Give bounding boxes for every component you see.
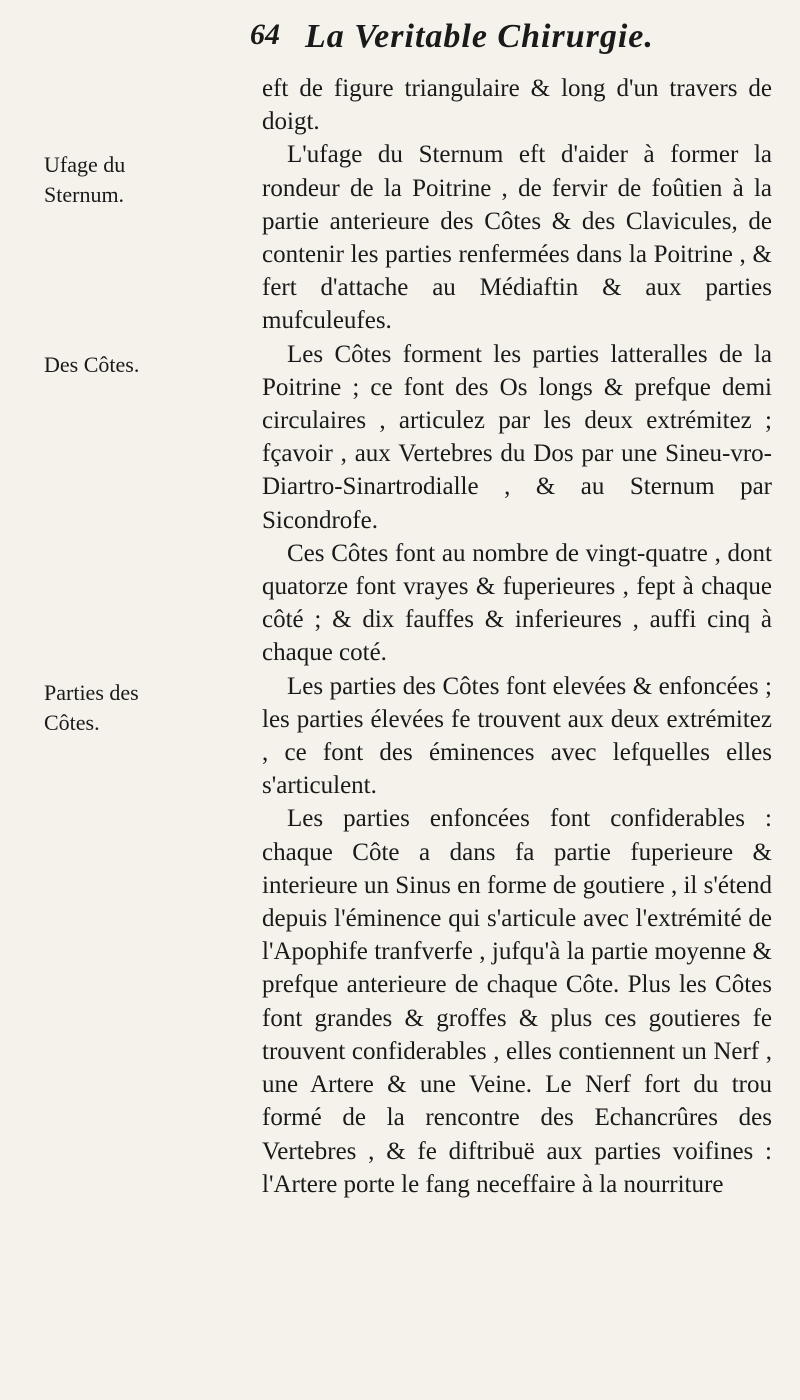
margin-note-line: Des Côtes. — [44, 352, 140, 377]
running-title: La Veritable Chirurgie. — [305, 18, 654, 55]
margin-note-line: Ufage du — [44, 152, 126, 177]
page-number: 64 — [250, 18, 280, 51]
paragraph: Les parties enfoncées font confiderables : chaque Côte a dans fa partie fuperieure & interieure un Sinus en forme de goutiere , il s'étend depuis l'éminence qui s'articule avec l'extrémité de l'Apophife tranfverfe , jufqu'à la partie moyenne & prefque anterieure de chaque Côte. Plus les Côtes font grandes & groffes & plus ces goutieres fe trouvent confiderables , elles contiennent un Nerf , une Artere & une Veine. Le Nerf fort du trou formé de la rencontre des Echancrûres des Vertebres , & fe diftribuë aux parties voifines : l'Artere porte le fang neceffaire à la nourriture — [262, 805, 772, 1198]
paragraph: L'ufage du Sternum eft d'aider à former la rondeur de la Poitrine , de fervir de foûtien à la partie anterieure des Côtes & des Clavicules, de contenir les parties renfermées dans la Poitrine , & fert d'attache au Médiaftin & aux parties mufculeufes. — [262, 141, 772, 335]
page-header — [250, 18, 770, 68]
margin-note-usage-sternum — [44, 150, 249, 210]
margin-note-line: Parties des — [44, 680, 139, 705]
paragraph: Ces Côtes font au nombre de vingt-quatre , dont quatorze font vrayes & fuperieures , fept à chaque côté ; & dix fauffes & inferieures , auffi cinq à chaque coté. — [262, 539, 772, 667]
margin-note-des-cotes — [44, 350, 249, 380]
paragraph: Les Côtes forment les parties latteralles de la Poitrine ; ce font des Os longs & prefque demi circulaires , articulez par les deux extrémitez ; fçavoir , aux Vertebres du Dos par une Sineu-vro-Diartro-Sinartrodialle , & au Sternum par Sicondrofe. — [262, 340, 772, 534]
body-text — [262, 72, 772, 1201]
margin-note-parties-cotes — [44, 678, 249, 738]
paragraph: Les parties des Côtes font elevées & enfoncées ; les parties élevées fe trouvent aux deux extrémitez , ce font des éminences avec lefquelles elles s'articulent. — [262, 672, 772, 800]
paragraph: eft de figure triangulaire & long d'un travers de doigt. — [262, 75, 772, 136]
margin-note-line: Côtes. — [44, 710, 100, 735]
margin-note-line: Sternum. — [44, 182, 125, 207]
